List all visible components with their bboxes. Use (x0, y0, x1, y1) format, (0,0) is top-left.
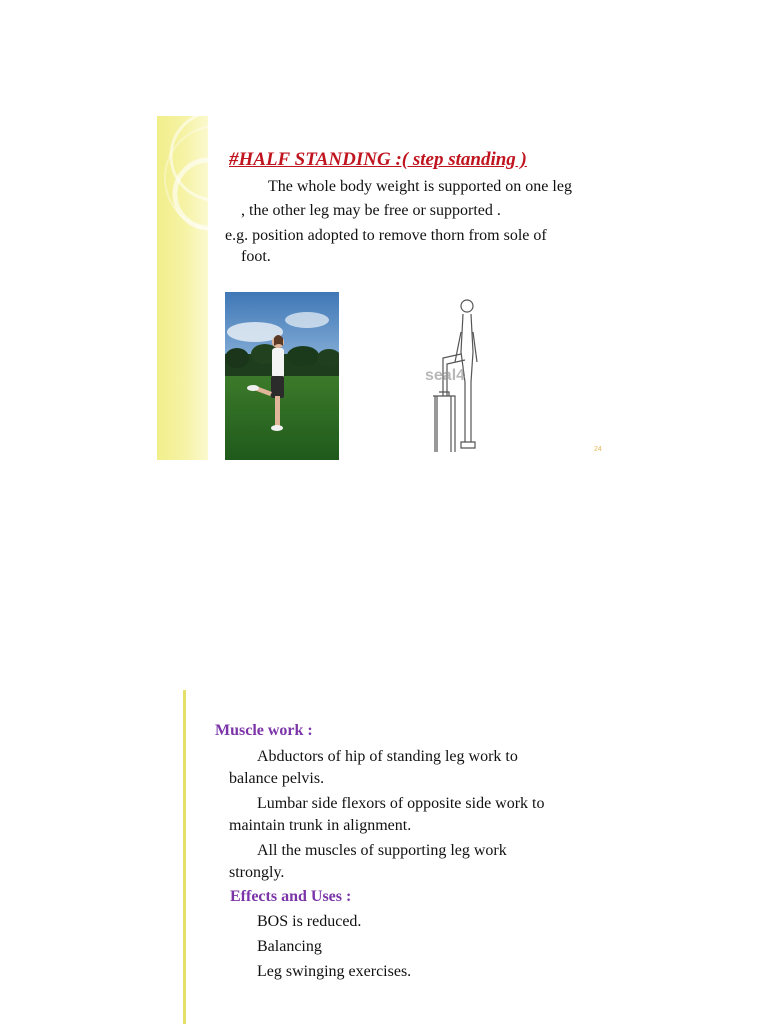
slide-number: 24 (594, 446, 602, 453)
body-line: Abductors of hip of standing leg work to (257, 748, 518, 765)
slide-half-standing (157, 116, 609, 460)
decorative-swirl-icon (157, 116, 208, 460)
section-heading-muscle-work: Muscle work : (215, 722, 313, 739)
slide-muscle-work (183, 690, 603, 1024)
list-item: Leg swinging exercises. (257, 963, 412, 980)
body-line: maintain trunk in alignment. (229, 817, 412, 834)
slide-title: #HALF STANDING :( step standing ) (229, 149, 527, 170)
body-line: All the muscles of supporting leg work (257, 842, 507, 859)
body-line: strongly. (229, 864, 285, 881)
body-line: The whole body weight is supported on one leg (268, 178, 572, 195)
decorative-rule (183, 690, 186, 1024)
illustration-step-standing (425, 292, 505, 456)
photo-woman-half-standing (225, 292, 339, 460)
decorative-band (157, 116, 208, 460)
body-line: foot. (241, 248, 271, 265)
body-line: , the other leg may be free or supported . (241, 202, 501, 219)
list-item: Balancing (257, 938, 322, 955)
body-line: balance pelvis. (229, 770, 325, 787)
watermark: seal4 (425, 367, 466, 384)
section-heading-effects: Effects and Uses : (230, 888, 352, 905)
body-line: e.g. position adopted to remove thorn from sole of (225, 227, 547, 244)
body-line: Lumbar side flexors of opposite side work to (257, 795, 545, 812)
list-item: BOS is reduced. (257, 913, 362, 930)
